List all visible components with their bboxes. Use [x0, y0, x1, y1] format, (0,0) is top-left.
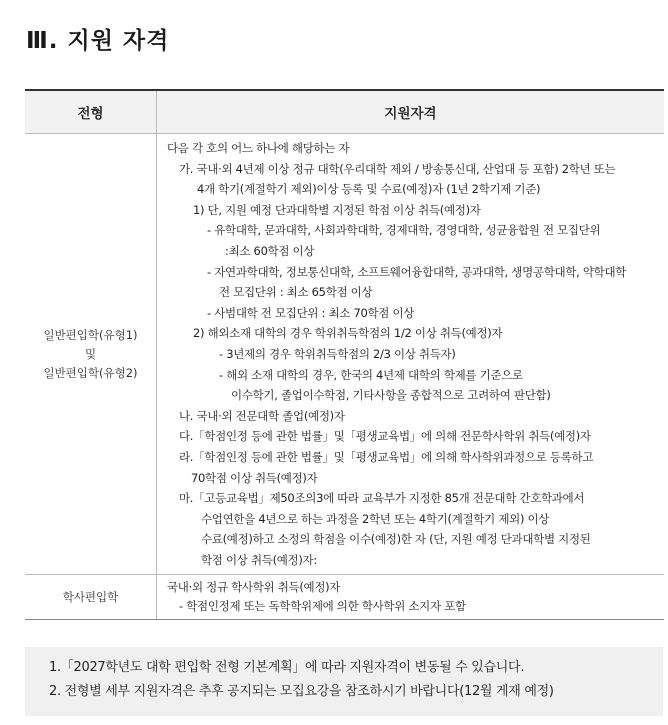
eligibility-line: - 해외 소재 대학의 경우, 한국의 4년제 대학의 학제를 기준으로 [219, 367, 523, 382]
eligibility-line: 학점 이상 취득(예정)자: [201, 552, 317, 567]
eligibility-line: 전 모집단위 : 최소 65학점 이상 [219, 285, 373, 300]
eligibility-line: 4개 학기(계절학기 제외)이상 등록 및 수료(예정)자 (1년 2학기제 기준) [197, 182, 541, 197]
eligibility-line: - 유학대학, 문과대학, 사회과학대학, 경제대학, 경영대학, 성균융합원 전 모집단위 [207, 223, 601, 238]
eligibility-line: - 3년제의 경우 학위취득학점의 2/3 이상 취득자) [219, 346, 456, 361]
eligibility-line: 수업연한을 4년으로 하는 과정을 2학년 또는 4학기(계절학기 제외) 이상 [201, 511, 550, 526]
admission-type-cell [25, 134, 157, 574]
eligibility-line: 다.「학점인정 등에 관한 법률」및「평생교육법」에 의해 전문학사학위 취득(예정)자 [179, 429, 591, 444]
eligibility-line: 수료(예정)하고 소정의 학점을 이수(예정)한 자 (단, 지원 예정 단과대학별 지정된 [201, 532, 591, 547]
eligibility-line: - 자연과학대학, 정보통신대학, 소프트웨어융합대학, 공과대학, 생명공학대학, 약학대학 [207, 264, 627, 279]
eligibility-line: - 사범대학 전 모집단위 : 최소 70학점 이상 [207, 305, 415, 320]
eligibility-table [25, 89, 664, 620]
eligibility-line: 나. 국내·외 전문대학 졸업(예정)자 [179, 408, 345, 423]
admission-type-label: 일반편입학(유형1) [43, 327, 138, 342]
header-eligibility: 지원자격 [384, 106, 437, 122]
eligibility-line: 70학점 이상 취득(예정)자 [191, 470, 318, 485]
eligibility-line: 이수학기, 졸업이수학점, 기타사항을 종합적으로 고려하여 판단함) [231, 388, 551, 403]
note-1: 1.「2027학년도 대학 편입학 전형 기본계획」에 따라 지원자격이 변동될 수 있습니다. [49, 660, 525, 675]
table-row [25, 134, 664, 575]
admission-type-label: 일반편입학(유형2) [43, 365, 138, 380]
eligibility-line: 마.「고등교육법」제50조의3에 따라 교육부가 지정한 85개 전문대학 간호학과에서 [179, 491, 585, 506]
table-header [25, 91, 664, 134]
eligibility-line: 국내·외 정규 학사학위 취득(예정)자 [167, 580, 341, 595]
eligibility-line: 2) 해외소재 대학의 경우 학위취득학점의 1/2 이상 취득(예정)자 [193, 326, 503, 341]
admission-type-label: 및 [84, 346, 97, 361]
eligibility-line: 다음 각 호의 어느 하나에 해당하는 자 [167, 141, 350, 155]
admission-type-cell [25, 575, 157, 619]
header-admission-type: 전형 [25, 91, 157, 133]
eligibility-cell [157, 134, 664, 574]
note-2: 2. 전형별 세부 지원자격은 추후 공지되는 모집요강을 참조하시기 바랍니다(12월 게재 예정) [49, 684, 554, 699]
table-row [25, 575, 664, 619]
eligibility-line: 가. 국내·외 4년제 이상 정규 대학(우리대학 제외 / 방송통신대, 산업대 등 포함) 2학년 또는 [179, 161, 616, 176]
section-title: Ⅲ. 지원 자격 [26, 28, 170, 54]
eligibility-line: :최소 60학점 이상 [225, 243, 315, 258]
notes-box [25, 647, 663, 716]
eligibility-line: 라.「학점인정 등에 관한 법률」및「평생교육법」에 의해 학사학위과정으로 등록하고 [179, 449, 594, 464]
eligibility-line: - 학점인정제 또는 독학학위제에 의한 학사학위 소지자 포함 [179, 599, 466, 614]
eligibility-line: 1) 단, 지원 예정 단과대학별 지정된 학점 이상 취득(예정)자 [193, 202, 481, 217]
admission-type-label: 학사편입학 [62, 589, 119, 604]
eligibility-cell [157, 575, 664, 619]
